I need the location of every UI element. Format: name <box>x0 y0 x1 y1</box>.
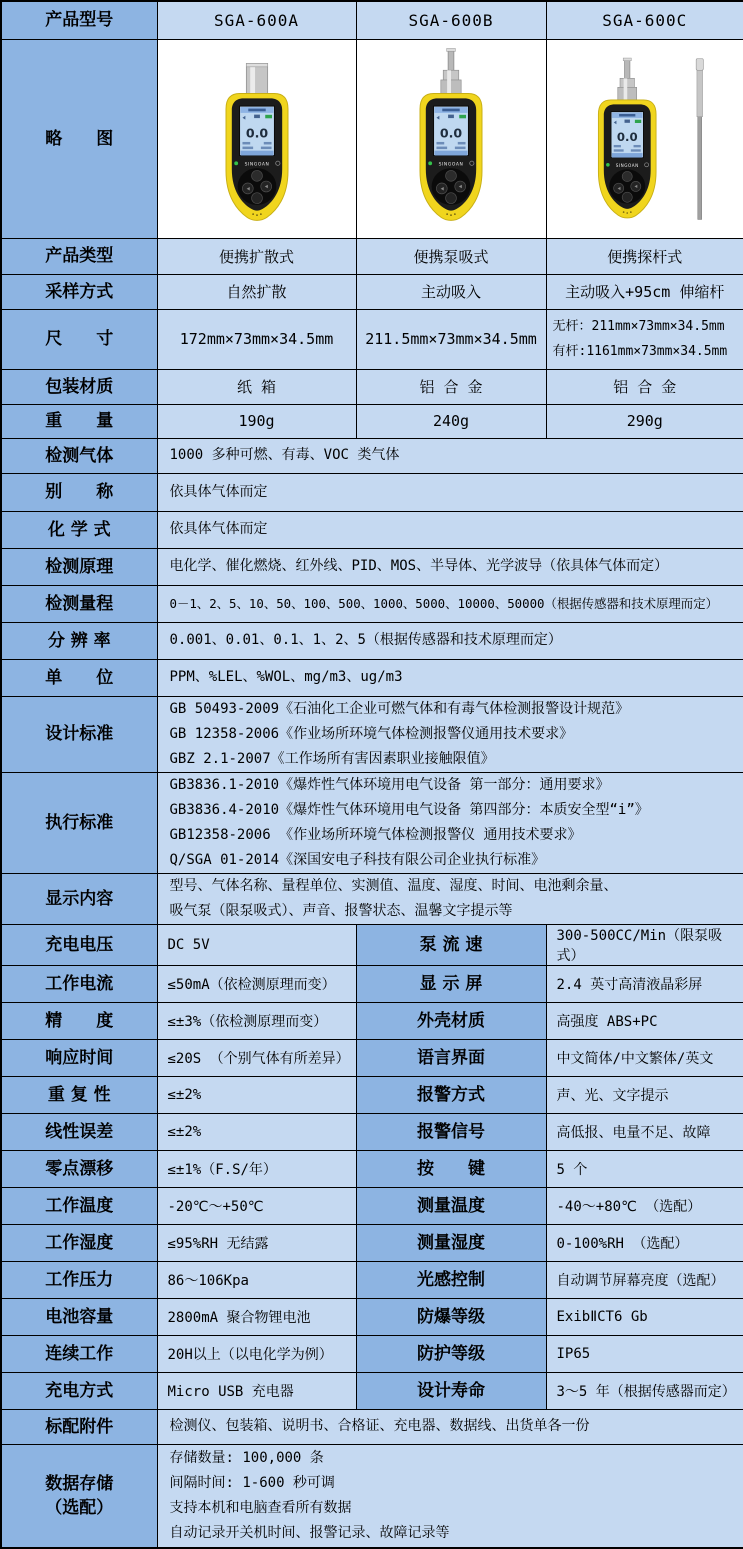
value-cell: 自然扩散 <box>157 274 356 309</box>
row-label-cell <box>1 1224 157 1261</box>
row-label: 显示内容 <box>2 887 157 911</box>
value-cell: ExibⅡCT6 Gb <box>546 1298 743 1335</box>
value-cell: 172mm×73mm×34.5mm <box>157 309 356 369</box>
value-cell: 铝 合 金 <box>546 369 743 404</box>
value-cell <box>157 511 743 548</box>
row-label-cell <box>1 1261 157 1298</box>
brand-text: SINGOAN <box>439 161 464 167</box>
row-label-cell <box>1 1298 157 1335</box>
spec-row <box>1 511 743 548</box>
spec-row <box>1 873 743 924</box>
value-cell: 300-500CC/Min（限泵吸式） <box>546 924 743 965</box>
value-line: 间隔时间: 1-600 秒可调 <box>158 1471 743 1496</box>
value-cell <box>546 309 743 369</box>
value-cell: ≤50mA（依检测原理而变） <box>157 965 356 1002</box>
value-line: 自动记录开关机时间、报警记录、故障记录等 <box>158 1521 743 1546</box>
row-label: 执行标准 <box>2 811 157 835</box>
value-line: GB3836.1-2010《爆炸性气体环境用电气设备 第一部分：通用要求》 <box>158 773 743 798</box>
value-line: 1000 多种可燃、有毒、VOC 类气体 <box>158 443 743 468</box>
spec-row <box>1 965 743 1002</box>
row-label-cell: 测量湿度 <box>356 1224 546 1261</box>
value-line: 电化学、催化燃烧、红外线、PID、MOS、半导体、光学波导（依具体气体而定） <box>158 554 743 579</box>
value-cell: 86～106Kpa <box>157 1261 356 1298</box>
value-cell: 240g <box>356 404 546 438</box>
device-illustration-pump <box>376 47 526 233</box>
value-cell: 高低报、电量不足、故障 <box>546 1113 743 1150</box>
value-cell: 5 个 <box>546 1150 743 1187</box>
device-image-cell-SGA-600C <box>546 39 743 238</box>
spec-row <box>1 1224 743 1261</box>
row-label-cell: 防护等级 <box>356 1335 546 1372</box>
battery-icon <box>635 119 641 122</box>
device-image-cell-SGA-600A <box>157 39 356 238</box>
spec-row <box>1 772 743 873</box>
spec-row <box>1 924 743 965</box>
status-led <box>234 161 238 165</box>
value-line: GB3836.4-2010《爆炸性气体环境用电气设备 第四部分：本质安全型“i”》 <box>158 798 743 823</box>
value-line: 吸气泵（限泵吸式）、声音、报警状态、温馨文字提示等 <box>158 899 743 924</box>
telescopic-rod <box>696 58 703 219</box>
row-label: 略 图 <box>2 127 157 151</box>
row-label-cell <box>1 438 157 473</box>
value-cell: 3～5 年（根据传感器而定） <box>546 1372 743 1409</box>
spec-row <box>1 1002 743 1039</box>
row-label: 检测气体 <box>2 444 157 468</box>
value-line: 0.001、0.01、0.1、1、2、5（根据传感器和技术原理而定） <box>158 628 743 653</box>
row-label-cell <box>1 511 157 548</box>
brand-text: SINGOAN <box>244 161 269 167</box>
value-cell: -20℃～+50℃ <box>157 1187 356 1224</box>
spec-row <box>1 1409 743 1444</box>
value-cell <box>157 772 743 873</box>
row-label-sub: （选配） <box>2 1496 157 1520</box>
value-cell: 2.4 英寸高清液晶彩屏 <box>546 965 743 1002</box>
row-label: 零点漂移 <box>2 1157 157 1181</box>
row-label-cell <box>1 622 157 659</box>
spec-row <box>1 696 743 772</box>
value-line: 支持本机和电脑查看所有数据 <box>158 1496 743 1521</box>
value-cell <box>157 659 743 696</box>
row-label-cell <box>1 1409 157 1444</box>
row-label: 工作温度 <box>2 1194 157 1218</box>
spec-row <box>1 274 743 309</box>
row-label-cell <box>1 873 157 924</box>
device-illustration-diffusion <box>182 47 332 233</box>
value-cell: 主动吸入+95cm 伸缩杆 <box>546 274 743 309</box>
row-label: 精 度 <box>2 1009 157 1033</box>
row-label-cell: 测量温度 <box>356 1187 546 1224</box>
value-line: 检测仪、包装箱、说明书、合格证、充电器、数据线、出货单各一份 <box>158 1414 743 1439</box>
value-cell: ≤±2% <box>157 1113 356 1150</box>
row-label-cell <box>1 1335 157 1372</box>
spec-row <box>1 585 743 622</box>
row-label-cell <box>1 659 157 696</box>
row-label-cell: 显 示 屏 <box>356 965 546 1002</box>
row-label: 充电方式 <box>2 1379 157 1403</box>
row-label-cell: 语言界面 <box>356 1039 546 1076</box>
value-cell: ≤20S （个别气体有所差异） <box>157 1039 356 1076</box>
value-line: 0－1、2、5、10、50、100、500、1000、5000、10000、50000（根据传感器和技术原理而定） <box>158 591 743 616</box>
value-cell: IP65 <box>546 1335 743 1372</box>
row-label: 重 复 性 <box>2 1083 157 1107</box>
value-cell: -40～+80℃ （选配） <box>546 1187 743 1224</box>
value-line: 存储数量: 100,000 条 <box>158 1446 743 1471</box>
row-label: 尺 寸 <box>2 327 157 351</box>
value-cell <box>157 873 743 924</box>
product-model-cell: SGA-600A <box>157 1 356 39</box>
value-cell <box>157 696 743 772</box>
row-label: 响应时间 <box>2 1046 157 1070</box>
row-label-cell <box>1 696 157 772</box>
row-label-cell <box>1 548 157 585</box>
row-label: 化 学 式 <box>2 518 157 542</box>
row-label: 产品型号 <box>2 8 157 32</box>
value-cell: 便携探杆式 <box>546 238 743 274</box>
value-cell: 声、光、文字提示 <box>546 1076 743 1113</box>
value-cell: 高强度 ABS+PC <box>546 1002 743 1039</box>
row-label: 工作电流 <box>2 972 157 996</box>
sensor-cap <box>246 63 267 93</box>
spec-row <box>1 1261 743 1298</box>
value-line: 依具体气体而定 <box>158 517 743 542</box>
row-label: 采样方式 <box>2 280 157 304</box>
value-cell: Micro USB 充电器 <box>157 1372 356 1409</box>
row-label: 分 辨 率 <box>2 629 157 653</box>
battery-icon <box>459 114 466 117</box>
value-cell: ≤±2% <box>157 1076 356 1113</box>
spec-row <box>1 473 743 511</box>
row-label: 连续工作 <box>2 1342 157 1366</box>
row-label: 电池容量 <box>2 1305 157 1329</box>
row-label-cell: 按 键 <box>356 1150 546 1187</box>
row-label: 标配附件 <box>2 1415 157 1439</box>
value-line: GB 12358-2006《作业场所环境气体检测报警仪通用技术要求》 <box>158 722 743 747</box>
spec-row <box>1 1372 743 1409</box>
row-label-cell <box>1 309 157 369</box>
row-label-cell: 泵 流 速 <box>356 924 546 965</box>
row-label-cell <box>1 1150 157 1187</box>
row-label: 别 称 <box>2 480 157 504</box>
spec-row <box>1 1298 743 1335</box>
value-line: 型号、气体名称、量程单位、实测值、温度、湿度、时间、电池剩余量、 <box>158 874 743 899</box>
value-cell: 便携泵吸式 <box>356 238 546 274</box>
value-line: 无杆：211mm×73mm×34.5mm <box>547 314 743 339</box>
value-cell: DC 5V <box>157 924 356 965</box>
value-cell: 主动吸入 <box>356 274 546 309</box>
row-label: 检测原理 <box>2 555 157 579</box>
row-label: 单 位 <box>2 666 157 690</box>
value-cell: 中文简体/中文繁体/英文 <box>546 1039 743 1076</box>
svg-text:0.0: 0.0 <box>617 129 638 143</box>
spec-row <box>1 1444 743 1548</box>
row-label-cell: 防爆等级 <box>356 1298 546 1335</box>
row-label-cell <box>1 404 157 438</box>
row-label-cell <box>1 1187 157 1224</box>
spec-row <box>1 548 743 585</box>
product-model-cell: SGA-600B <box>356 1 546 39</box>
value-cell <box>157 438 743 473</box>
value-cell: 20H以上（以电化学为例） <box>157 1335 356 1372</box>
row-label: 检测量程 <box>2 592 157 616</box>
row-label: 设计标准 <box>2 722 157 746</box>
row-label: 充电电压 <box>2 933 157 957</box>
row-label-cell <box>1 924 157 965</box>
battery-icon <box>265 114 272 117</box>
row-label: 工作湿度 <box>2 1231 157 1255</box>
value-cell: ≤95%RH 无结露 <box>157 1224 356 1261</box>
row-label-cell <box>1 238 157 274</box>
row-label-cell <box>1 1444 157 1548</box>
svg-text:0.0: 0.0 <box>245 125 268 140</box>
pump-cap <box>620 78 634 88</box>
row-label-cell <box>1 585 157 622</box>
value-line: GB 50493-2009《石油化工企业可燃气体和有毒气体检测报警设计规范》 <box>158 697 743 722</box>
value-line: 有杆:1161mm×73mm×34.5mm <box>547 339 743 364</box>
spec-row <box>1 309 743 369</box>
value-cell <box>157 622 743 659</box>
value-cell: 0-100%RH （选配） <box>546 1224 743 1261</box>
spec-row <box>1 1 743 39</box>
value-cell: 2800mA 聚合物锂电池 <box>157 1298 356 1335</box>
value-line: 依具体气体而定 <box>158 480 743 505</box>
value-cell: 铝 合 金 <box>356 369 546 404</box>
row-label-cell <box>1 39 157 238</box>
device-image-cell-SGA-600B <box>356 39 546 238</box>
spec-row <box>1 1039 743 1076</box>
row-label: 工作压力 <box>2 1268 157 1292</box>
value-line: Q/SGA 01-2014《深国安电子科技有限公司企业执行标准》 <box>158 848 743 873</box>
row-label-cell <box>1 274 157 309</box>
spec-row <box>1 438 743 473</box>
pump-inlet-tube <box>624 58 629 79</box>
row-label: 包装材质 <box>2 375 157 399</box>
status-led <box>606 162 610 166</box>
spec-row <box>1 39 743 238</box>
row-label: 数据存储 <box>2 1472 157 1496</box>
product-model-cell: SGA-600C <box>546 1 743 39</box>
value-cell: ≤±3%（依检测原理而变） <box>157 1002 356 1039</box>
spec-row <box>1 1187 743 1224</box>
value-cell <box>157 473 743 511</box>
device-illustration-probe <box>570 47 720 233</box>
spec-row <box>1 369 743 404</box>
value-cell: 自动调节屏幕亮度（选配） <box>546 1261 743 1298</box>
value-cell: 190g <box>157 404 356 438</box>
value-cell <box>157 1444 743 1548</box>
spec-row <box>1 659 743 696</box>
value-cell: 纸 箱 <box>157 369 356 404</box>
row-label-cell <box>1 772 157 873</box>
row-label-cell <box>1 369 157 404</box>
row-label-cell <box>1 1 157 39</box>
svg-text:0.0: 0.0 <box>440 125 463 140</box>
row-label-cell: 光感控制 <box>356 1261 546 1298</box>
row-label-cell <box>1 1372 157 1409</box>
spec-row <box>1 622 743 659</box>
value-cell: ≤±1%（F.S/年） <box>157 1150 356 1187</box>
row-label-cell <box>1 1002 157 1039</box>
brand-text: SINGOAN <box>615 163 638 168</box>
spec-row <box>1 404 743 438</box>
row-label-cell <box>1 965 157 1002</box>
row-label-cell: 外壳材质 <box>356 1002 546 1039</box>
row-label-cell: 设计寿命 <box>356 1372 546 1409</box>
row-label-cell <box>1 473 157 511</box>
value-line: PPM、%LEL、%WOL、mg/m3、ug/m3 <box>158 665 743 690</box>
spec-row <box>1 1335 743 1372</box>
value-line: GBZ 2.1-2007《工作场所有害因素职业接触限值》 <box>158 747 743 772</box>
row-label-cell <box>1 1076 157 1113</box>
value-cell: 211.5mm×73mm×34.5mm <box>356 309 546 369</box>
value-cell <box>157 585 743 622</box>
row-label-cell: 报警方式 <box>356 1076 546 1113</box>
spec-row <box>1 1113 743 1150</box>
value-line: GB12358-2006 《作业场所环境气体检测报警仪 通用技术要求》 <box>158 823 743 848</box>
value-cell: 便携扩散式 <box>157 238 356 274</box>
row-label: 线性误差 <box>2 1120 157 1144</box>
row-label-cell <box>1 1113 157 1150</box>
row-label-cell <box>1 1039 157 1076</box>
value-cell <box>157 548 743 585</box>
pump-inlet-tube <box>448 48 454 70</box>
spec-row <box>1 238 743 274</box>
spec-row <box>1 1150 743 1187</box>
row-label-cell: 报警信号 <box>356 1113 546 1150</box>
value-cell <box>157 1409 743 1444</box>
value-cell: 290g <box>546 404 743 438</box>
row-label: 产品类型 <box>2 244 157 268</box>
row-label: 重 量 <box>2 409 157 433</box>
spec-row <box>1 1076 743 1113</box>
status-led <box>428 161 432 165</box>
